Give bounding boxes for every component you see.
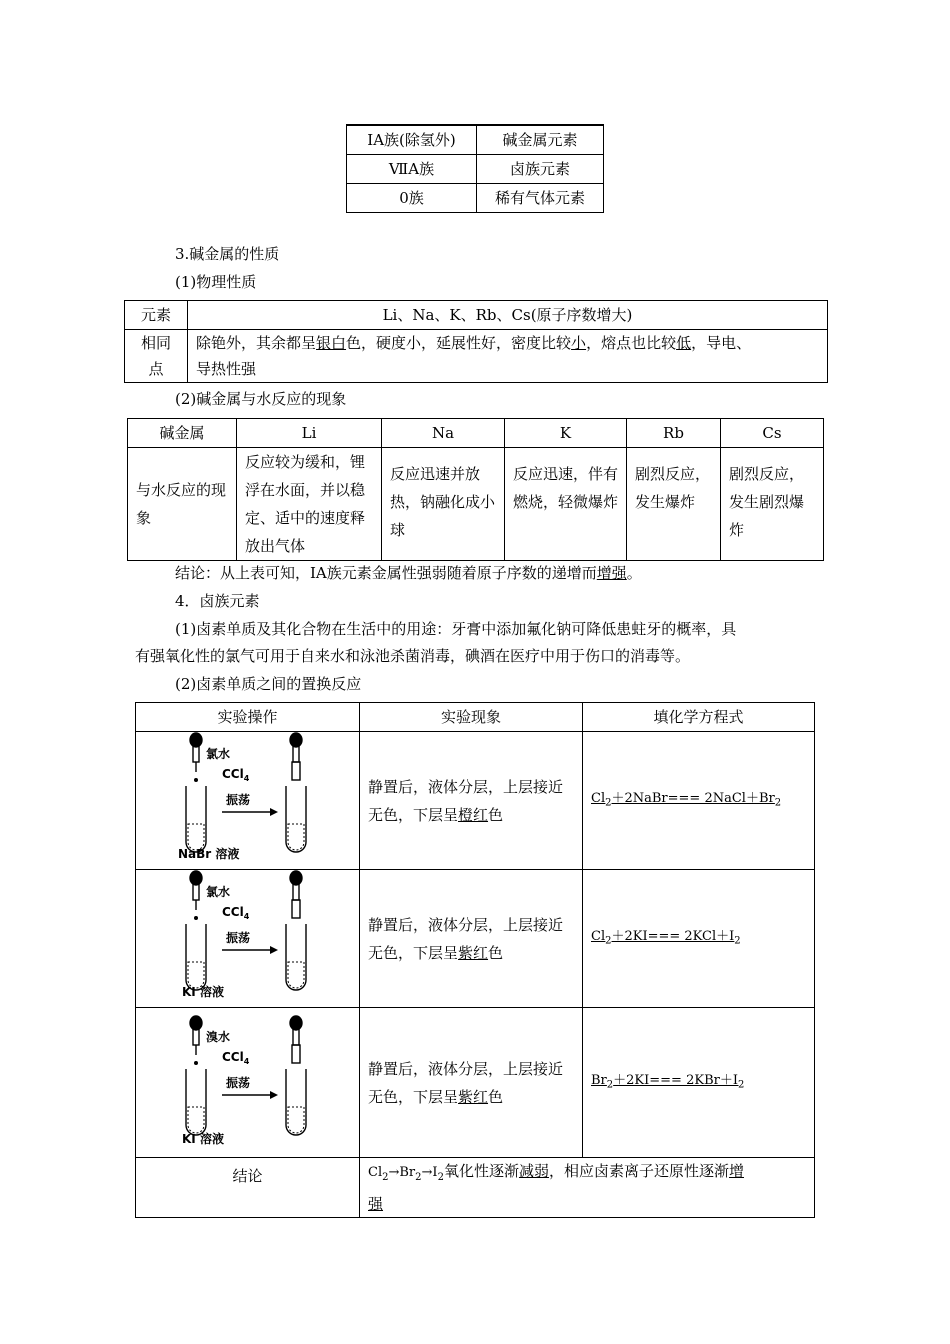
row-label — [125, 330, 188, 383]
table-row — [136, 1008, 815, 1158]
column-header: Na — [382, 419, 505, 448]
table-row — [347, 155, 604, 184]
observation-cell — [360, 870, 583, 1008]
equation-cell — [583, 732, 815, 870]
table-row — [347, 126, 604, 155]
table-row — [128, 448, 824, 561]
observation-cell — [360, 732, 583, 870]
table-cell: ⅦA族 — [347, 155, 477, 184]
column-header: Li — [237, 419, 382, 448]
apparatus-cell — [136, 732, 360, 870]
subsection-heading: (2)卤素单质之间的置换反应 — [175, 675, 362, 693]
text: Cl — [368, 1165, 383, 1180]
paragraph-line: 有强氧化性的氯气可用于自来水和泳池杀菌消毒，碘酒在医疗中用于伤口的消毒等。 — [135, 647, 691, 665]
conclusion — [175, 561, 642, 585]
equation: $Cl_2+2KI=== 2KCl+I_2$ — [591, 929, 741, 947]
solution-label: KI 溶液 — [181, 1132, 224, 1145]
section-heading: 4．卤族元素 — [175, 592, 260, 610]
table-cell: 剧烈反应，发生剧烈爆炸 — [721, 448, 824, 561]
text: 色 — [488, 943, 504, 962]
text: 色 — [488, 805, 504, 824]
row-label: 与水反应的现象 — [128, 448, 237, 561]
observation-cell — [360, 1008, 583, 1158]
dropper-icon — [290, 871, 302, 918]
paragraph-line: (1)卤素单质及其化合物在生活中的用途：牙膏中添加氟化钠可降低患蛀牙的概率，具 — [175, 620, 737, 638]
text: 静置后，液体分层，上层接近无色，下层呈 — [368, 777, 564, 824]
answer-blank: 增 — [728, 1162, 744, 1180]
text: 结论：从上表可知，ⅠA族元素金属性强弱随着原子序数的递增而 — [175, 564, 597, 582]
text: 色 — [488, 1087, 504, 1106]
halogen-reaction-table — [135, 702, 815, 1218]
answer-blank: 橙红 — [458, 805, 489, 824]
reagent-label: 氯水 — [205, 747, 230, 761]
column-header: 实验操作 — [136, 703, 360, 732]
table-cell: Li、Na、K、Rb、Cs(原子序数增大) — [188, 301, 828, 330]
dropper-icon — [190, 871, 202, 910]
answer-blank: 紫红 — [458, 1087, 489, 1106]
dropper-icon — [290, 733, 302, 780]
column-header: Rb — [627, 419, 721, 448]
subsection-heading: (2)碱金属与水反应的现象 — [175, 390, 347, 408]
text: ，相应卤素离子还原性逐渐 — [548, 1162, 729, 1180]
apparatus-cell — [136, 870, 360, 1008]
text: 静置后，液体分层，上层接近无色，下层呈 — [368, 915, 564, 962]
table-cell: 碱金属元素 — [477, 126, 604, 155]
column-header: 实验现象 — [360, 703, 583, 732]
equation: $Br_2+2KI=== 2KBr+I_2$ — [591, 1073, 745, 1091]
dropper-icon — [190, 1016, 202, 1055]
text: ，熔点也比较 — [586, 334, 677, 352]
conclusion-cell — [360, 1158, 815, 1218]
label-part: 相同 — [140, 334, 171, 352]
ccl4-label: CCl$_4$ — [221, 1050, 249, 1066]
subscript: 2 — [382, 1172, 389, 1183]
table-row — [125, 301, 828, 330]
dropper-icon — [290, 1016, 302, 1063]
test-tube-diagram — [178, 1011, 318, 1145]
table-cell: 卤族元素 — [477, 155, 604, 184]
reagent-label: 溴水 — [205, 1030, 230, 1044]
table-cell: ⅠA族(除氢外) — [347, 126, 477, 155]
column-header: 碱金属 — [128, 419, 237, 448]
equation-cell — [583, 1008, 815, 1158]
text: 静置后，液体分层，上层接近无色，下层呈 — [368, 1059, 564, 1106]
text: ，导电、 — [691, 334, 752, 352]
group-table — [346, 124, 604, 213]
test-tube-diagram — [178, 732, 318, 860]
physical-properties-table — [124, 300, 828, 383]
table-cell: 反应较为缓和，锂浮在水面，并以稳定、适中的速度释放出气体 — [237, 448, 382, 561]
section-heading: 3.碱金属的性质 — [175, 245, 280, 263]
answer-blank: 小 — [571, 334, 587, 352]
table-cell: 反应迅速，伴有燃烧，轻微爆炸 — [505, 448, 627, 561]
table-row — [136, 732, 815, 870]
ccl4-label: CCl$_4$ — [221, 905, 249, 921]
row-label: 元素 — [125, 301, 188, 330]
text: 除铯外，其余都呈 — [196, 334, 317, 352]
answer-blank: 增强 — [596, 564, 627, 582]
table-cell: 0族 — [347, 184, 477, 213]
answer-blank: 低 — [676, 334, 692, 352]
row-label: 结论 — [136, 1158, 360, 1218]
equation: $Cl_2+2NaBr===$ $2NaCl+Br_2$ — [591, 791, 782, 809]
solution-label: KI 溶液 — [181, 985, 224, 998]
dropper-icon — [190, 733, 202, 772]
subsection-heading: (1)物理性质 — [175, 273, 257, 291]
text: →Br — [388, 1165, 416, 1180]
column-header: Cs — [721, 419, 824, 448]
text: →I — [421, 1165, 438, 1180]
table-cell: 稀有气体元素 — [477, 184, 604, 213]
text: 色，硬度小，延展性好，密度比较 — [346, 334, 572, 352]
text: 导热性强 — [196, 360, 257, 378]
shake-label: 振荡 — [225, 931, 250, 945]
answer-blank: 减弱 — [518, 1162, 549, 1180]
subscript: 2 — [437, 1172, 444, 1183]
text: 氧化性逐渐 — [443, 1162, 519, 1180]
table-cell: 反应迅速并放热，钠融化成小球 — [382, 448, 505, 561]
table-row — [125, 330, 828, 383]
answer-blank: 紫红 — [458, 943, 489, 962]
table-cell: 剧烈反应，发生爆炸 — [627, 448, 721, 561]
table-row — [136, 1158, 815, 1218]
solution-label: NaBr 溶液 — [177, 847, 239, 860]
reagent-label: 氯水 — [205, 885, 230, 899]
water-reaction-table — [127, 418, 824, 561]
subscript: 2 — [415, 1172, 422, 1183]
answer-blank: 强 — [368, 1195, 384, 1213]
table-row — [136, 870, 815, 1008]
test-tube-diagram — [178, 870, 318, 998]
column-header: 填化学方程式 — [583, 703, 815, 732]
shake-label: 振荡 — [225, 1076, 250, 1090]
table-row — [136, 703, 815, 732]
equation-cell — [583, 870, 815, 1008]
table-row — [347, 184, 604, 213]
answer-blank: 银白 — [316, 334, 347, 352]
table-row — [128, 419, 824, 448]
column-header: K — [505, 419, 627, 448]
apparatus-cell — [136, 1008, 360, 1158]
label-part: 点 — [148, 360, 164, 378]
shake-label: 振荡 — [225, 793, 250, 807]
table-cell — [188, 330, 828, 383]
text: 。 — [626, 564, 642, 582]
ccl4-label: CCl$_4$ — [221, 767, 249, 783]
